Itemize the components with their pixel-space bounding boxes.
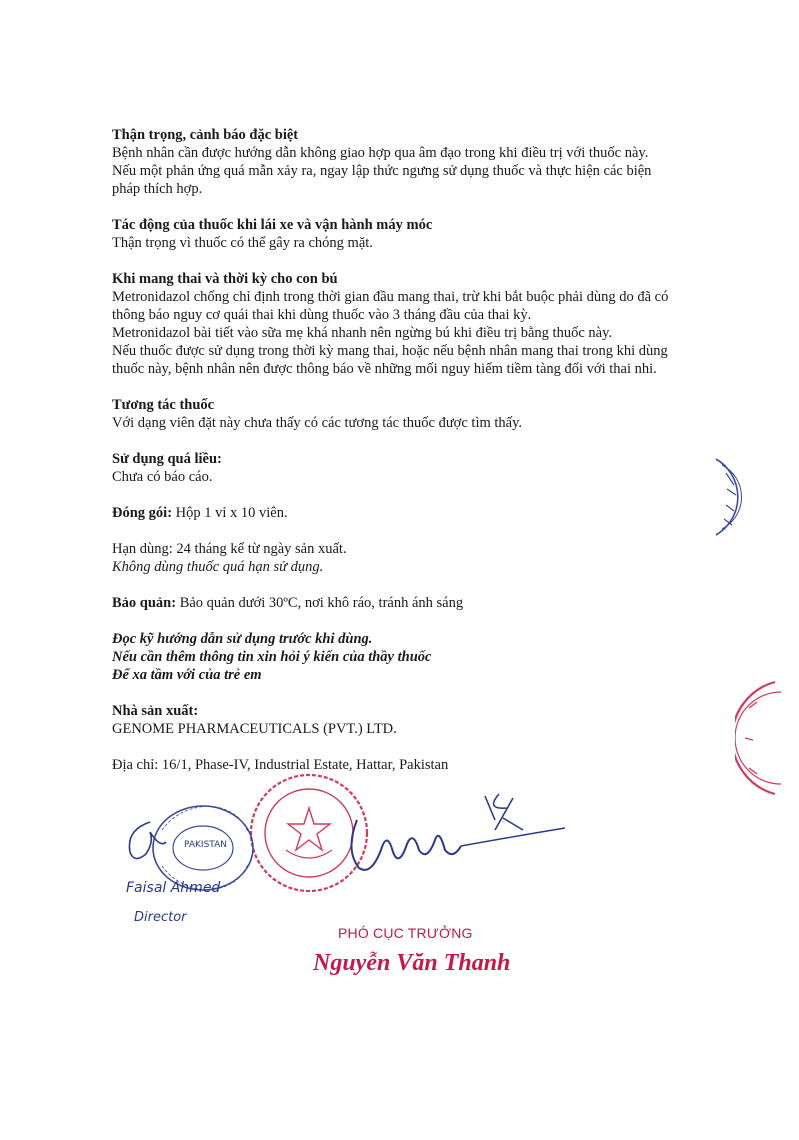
edge-stamp-blue-icon — [712, 455, 752, 540]
company-stamp-center-text: PAKISTAN — [184, 840, 227, 850]
pregnancy-line-4: Nếu thuốc được sử dụng trong thời kỳ mang thai, hoặc nếu bệnh nhân mang thai trong khi dùng — [112, 343, 668, 359]
precautions-line-1: Bệnh nhân cần được hướng dẫn không giao hợp qua âm đạo trong khi điều trị với thuốc này. — [112, 145, 649, 161]
pregnancy-heading: Khi mang thai và thời kỳ cho con bú — [112, 271, 338, 287]
warning-line-3: Để xa tầm với của trẻ em — [112, 667, 262, 683]
edge-stamp-red-icon — [735, 678, 799, 798]
interactions-heading: Tương tác thuốc — [112, 397, 215, 413]
precautions-line-3: pháp thích hợp. — [112, 181, 203, 197]
director-name-handwriting: Faisal Ahmed — [126, 880, 221, 896]
official-signature-icon — [335, 790, 595, 880]
warning-line-2: Nếu cần thêm thông tin xin hỏi ý kiến của thầy thuốc — [112, 649, 432, 665]
pregnancy-line-1: Metronidazol chống chỉ định trong thời gian đầu mang thai, trừ khi bắt buộc phải dùng do đã có — [112, 289, 669, 305]
interactions-line-1: Với dạng viên đặt này chưa thấy có các tương tác thuốc được tìm thấy. — [112, 415, 523, 431]
overdose-line-1: Chưa có báo cáo. — [112, 469, 213, 485]
deputy-director-title: PHÓ CỤC TRƯỞNG — [338, 925, 473, 941]
packaging-label: Đóng gói: — [112, 505, 173, 521]
pregnancy-line-2: thông báo nguy cơ quái thai khi dùng thuốc vào 3 tháng đầu của thai kỳ. — [112, 307, 532, 323]
deputy-director-name: Nguyễn Văn Thanh — [313, 950, 511, 976]
storage-line — [112, 594, 732, 612]
packaging-line — [112, 504, 732, 522]
storage-value: Bảo quản dưới 30ºC, nơi khô ráo, tránh ánh sáng — [176, 595, 464, 611]
manufacturer-address: Địa chỉ: 16/1, Phase-IV, Industrial Estate, Hattar, Pakistan — [112, 757, 449, 773]
director-signature-icon — [120, 812, 180, 872]
manufacturer-heading: Nhà sản xuất: — [112, 703, 199, 719]
pregnancy-line-5: thuốc này, bệnh nhân nên được thông báo về những mối nguy hiểm tiềm tàng đối với thai nhi. — [112, 361, 657, 377]
overdose-heading: Sử dụng quá liều: — [112, 451, 222, 467]
driving-line-1: Thận trọng vì thuốc có thể gây ra chóng mặt. — [112, 235, 373, 251]
shelf-life-note: Không dùng thuốc quá hạn sử dụng. — [112, 559, 324, 575]
manufacturer-name: GENOME PHARMACEUTICALS (PVT.) LTD. — [112, 721, 397, 737]
storage-label: Bảo quản: — [112, 595, 177, 611]
pregnancy-line-3: Metronidazol bài tiết vào sữa mẹ khá nhanh nên ngừng bú khi điều trị bằng thuốc này. — [112, 325, 613, 341]
packaging-value: Hộp 1 vỉ x 10 viên. — [172, 505, 288, 521]
precautions-heading: Thận trọng, cảnh báo đặc biệt — [112, 127, 299, 143]
driving-heading: Tác động của thuốc khi lái xe và vận hành máy móc — [112, 217, 433, 233]
warning-line-1: Đọc kỹ hướng dẫn sử dụng trước khi dùng. — [112, 631, 373, 647]
precautions-line-2: Nếu một phản ứng quá mẫn xảy ra, ngay lập thức ngưng sử dụng thuốc và thực hiện các biện — [112, 163, 652, 179]
document-body — [112, 126, 732, 774]
shelf-life-line: Hạn dùng: 24 tháng kể từ ngày sản xuất. — [112, 541, 347, 557]
director-title-handwriting: Director — [134, 910, 187, 925]
